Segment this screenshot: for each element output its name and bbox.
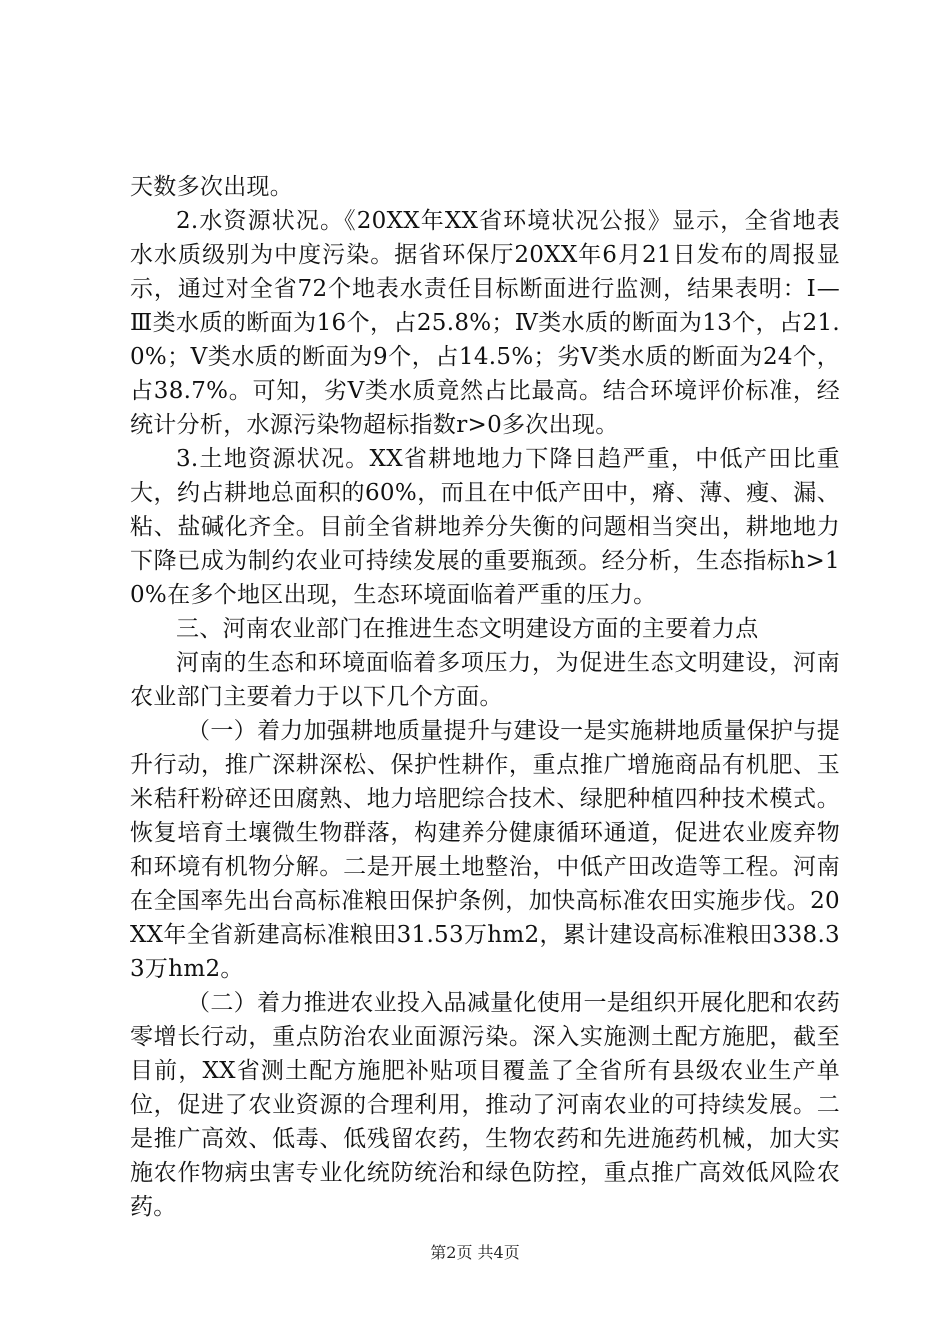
page-footer: 第2页 共4页 [430,1243,520,1262]
section-heading: 三、河南农业部门在推进生态文明建设方面的主要着力点 [176,616,759,642]
paragraph-intro: 河南的生态和环境面临着多项压力，为促进生态文明建设，河南农业部门主要着力于以下几个方面。 [130,650,840,710]
paragraph-continuation: 天数多次出现。 [130,174,294,200]
document-body [130,170,840,1224]
paragraph-water-resources: 2.水资源状况。《20XX年XX省环境状况公报》显示，全省地表水水质级别为中度污染。据省环保厅20XX年6月21日发布的周报显示，通过对全省72个地表水责任目标断面进行监测，结果表明：Ⅰ—Ⅲ类水质的断面为16个，占25.8%；Ⅳ类水质的断面为13个，占21.0%；Ⅴ类水质的断面为9个，占14.5%；劣Ⅴ类水质的断面为24个，占38.7%。可知，劣Ⅴ类水质竟然占比最高。结合环境评价标准，经统计分析，水源污染物超标指数r>0多次出现。 [130,208,840,438]
paragraph-input-reduction: （二）着力推进农业投入品减量化使用一是组织开展化肥和农药零增长行动，重点防治农业面源污染。深入实施测土配方施肥，截至目前，XX省测土配方施肥补贴项目覆盖了全省所有县级农业生产单位，促进了农业资源的合理利用，推动了河南农业的可持续发展。二是推广高效、低毒、低残留农药，生物农药和先进施药机械，加大实施农作物病虫害专业化统防统治和绿色防控，重点推广高效低风险农药。 [130,990,840,1220]
paragraph-land-resources: 3.土地资源状况。XX省耕地地力下降日趋严重，中低产田比重大，约占耕地总面积的60%，而且在中低产田中，瘠、薄、瘦、漏、粘、盐碱化齐全。目前全省耕地养分失衡的问题相当突出，耕地地力下降已成为制约农业可持续发展的重要瓶颈。经分析，生态指标h>10%在多个地区出现，生态环境面临着严重的压力。 [130,446,840,608]
paragraph-farmland-quality: （一）着力加强耕地质量提升与建设一是实施耕地质量保护与提升行动，推广深耕深松、保护性耕作，重点推广增施商品有机肥、玉米秸秆粉碎还田腐熟、地力培肥综合技术、绿肥种植四种技术模式。恢复培育土壤微生物群落，构建养分健康循环通道，促进农业废弃物和环境有机物分解。二是开展土地整治，中低产田改造等工程。河南在全国率先出台高标准粮田保护条例，加快高标准农田实施步伐。20XX年全省新建高标准粮田31.53万hm2，累计建设高标准粮田338.33万hm2。 [130,718,840,982]
